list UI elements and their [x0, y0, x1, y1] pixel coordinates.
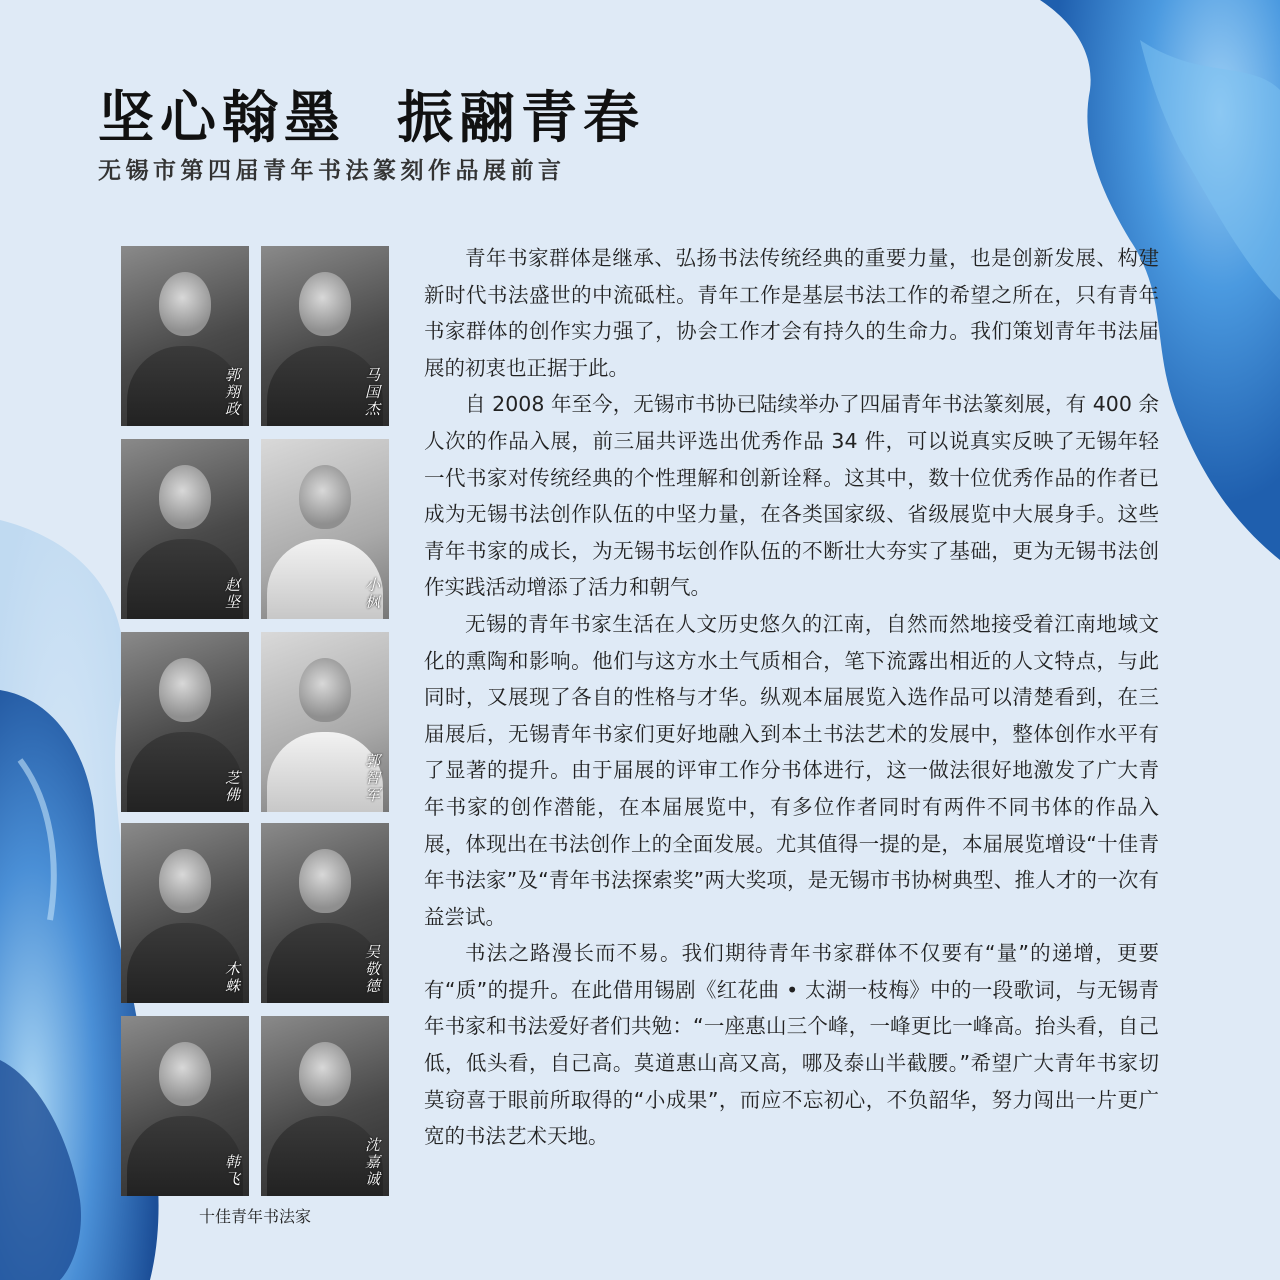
preface-body — [424, 240, 1159, 1155]
portrait-photo — [121, 1016, 249, 1196]
photo-grid — [121, 246, 389, 1196]
signature: 韩飞 — [223, 1154, 241, 1188]
portrait-photo — [261, 1016, 389, 1196]
signature: 郭翔政 — [223, 367, 241, 418]
signature: 郭智军 — [363, 753, 381, 804]
paragraph: 自 2008 年至今，无锡市书协已陆续举办了四届青年书法篆刻展，有 400 余人次的作品入展，前三届共评选出优秀作品 34 件，可以说真实反映了无锡年轻一代书家对传统经典的个性理解和创新诠释。这其中，数十位优秀作品的作者已成为无锡书法创作队伍的中坚力量，在各类国家级、省级展览中大展身手。这些青年书家的成长，为无锡书坛创作队伍的不断壮大夯实了基础，更为无锡书法创作实践活动增添了活力和朝气。 — [424, 392, 1159, 600]
paragraph: 青年书家群体是继承、弘扬书法传统经典的重要力量，也是创新发展、构建新时代书法盛世的中流砥柱。青年工作是基层书法工作的希望之所在，只有青年书家群体的创作实力强了，协会工作才会有持久的生命力。我们策划青年书法届展的初衷也正据于此。 — [424, 246, 1159, 380]
signature: 吴敬德 — [363, 944, 381, 995]
paragraph: 书法之路漫长而不易。我们期待青年书家群体不仅要有“量”的递增，更要有“质”的提升。在此借用锡剧《红花曲 • 太湖一枝梅》中的一段歌词，与无锡青年书家和书法爱好者们共勉：“一座惠山三个峰，一峰更比一峰高。抬头看，自己低，低头看，自己高。莫道惠山高又高，哪及泰山半截腰。”希望广大青年书家切莫窃喜于眼前所取得的“小成果”，而应不忘初心，不负韶华，努力闯出一片更广宽的书法艺术天地。 — [424, 941, 1159, 1149]
portrait-photo — [121, 823, 249, 1003]
portrait-photo — [261, 439, 389, 619]
portrait-photo — [121, 632, 249, 812]
signature: 木蛛 — [223, 961, 241, 995]
signature: 马国杰 — [363, 367, 381, 418]
signature: 芝佛 — [223, 770, 241, 804]
page-subtitle: 无锡市第四届青年书法篆刻作品展前言 — [98, 158, 566, 184]
portrait-photo — [261, 632, 389, 812]
portrait-photo — [261, 823, 389, 1003]
signature: 沈嘉诚 — [363, 1137, 381, 1188]
paragraph: 无锡的青年书家生活在人文历史悠久的江南，自然而然地接受着江南地域文化的熏陶和影响。他们与这方水土气质相合，笔下流露出相近的人文特点，与此同时，又展现了各自的性格与才华。纵观本届展览入选作品可以清楚看到，在三届展后，无锡青年书家们更好地融入到本土书法艺术的发展中，整体创作水平有了显著的提升。由于届展的评审工作分书体进行，这一做法很好地激发了广大青年书家的创作潜能，在本届展览中，有多位作者同时有两件不同书体的作品入展，体现出在书法创作上的全面发展。尤其值得一提的是，本届展览增设“十佳青年书法家”及“青年书法探索奖”两大奖项，是无锡市书协树典型、推人才的一次有益尝试。 — [424, 611, 1159, 929]
portrait-photo — [121, 246, 249, 426]
signature: 赵坚 — [223, 577, 241, 611]
page-title: 坚心翰墨 振翮青春 — [98, 86, 645, 151]
portrait-photo — [121, 439, 249, 619]
portrait-photo — [261, 246, 389, 426]
photo-caption: 十佳青年书法家 — [198, 1207, 311, 1226]
signature: 小枫 — [363, 577, 381, 611]
